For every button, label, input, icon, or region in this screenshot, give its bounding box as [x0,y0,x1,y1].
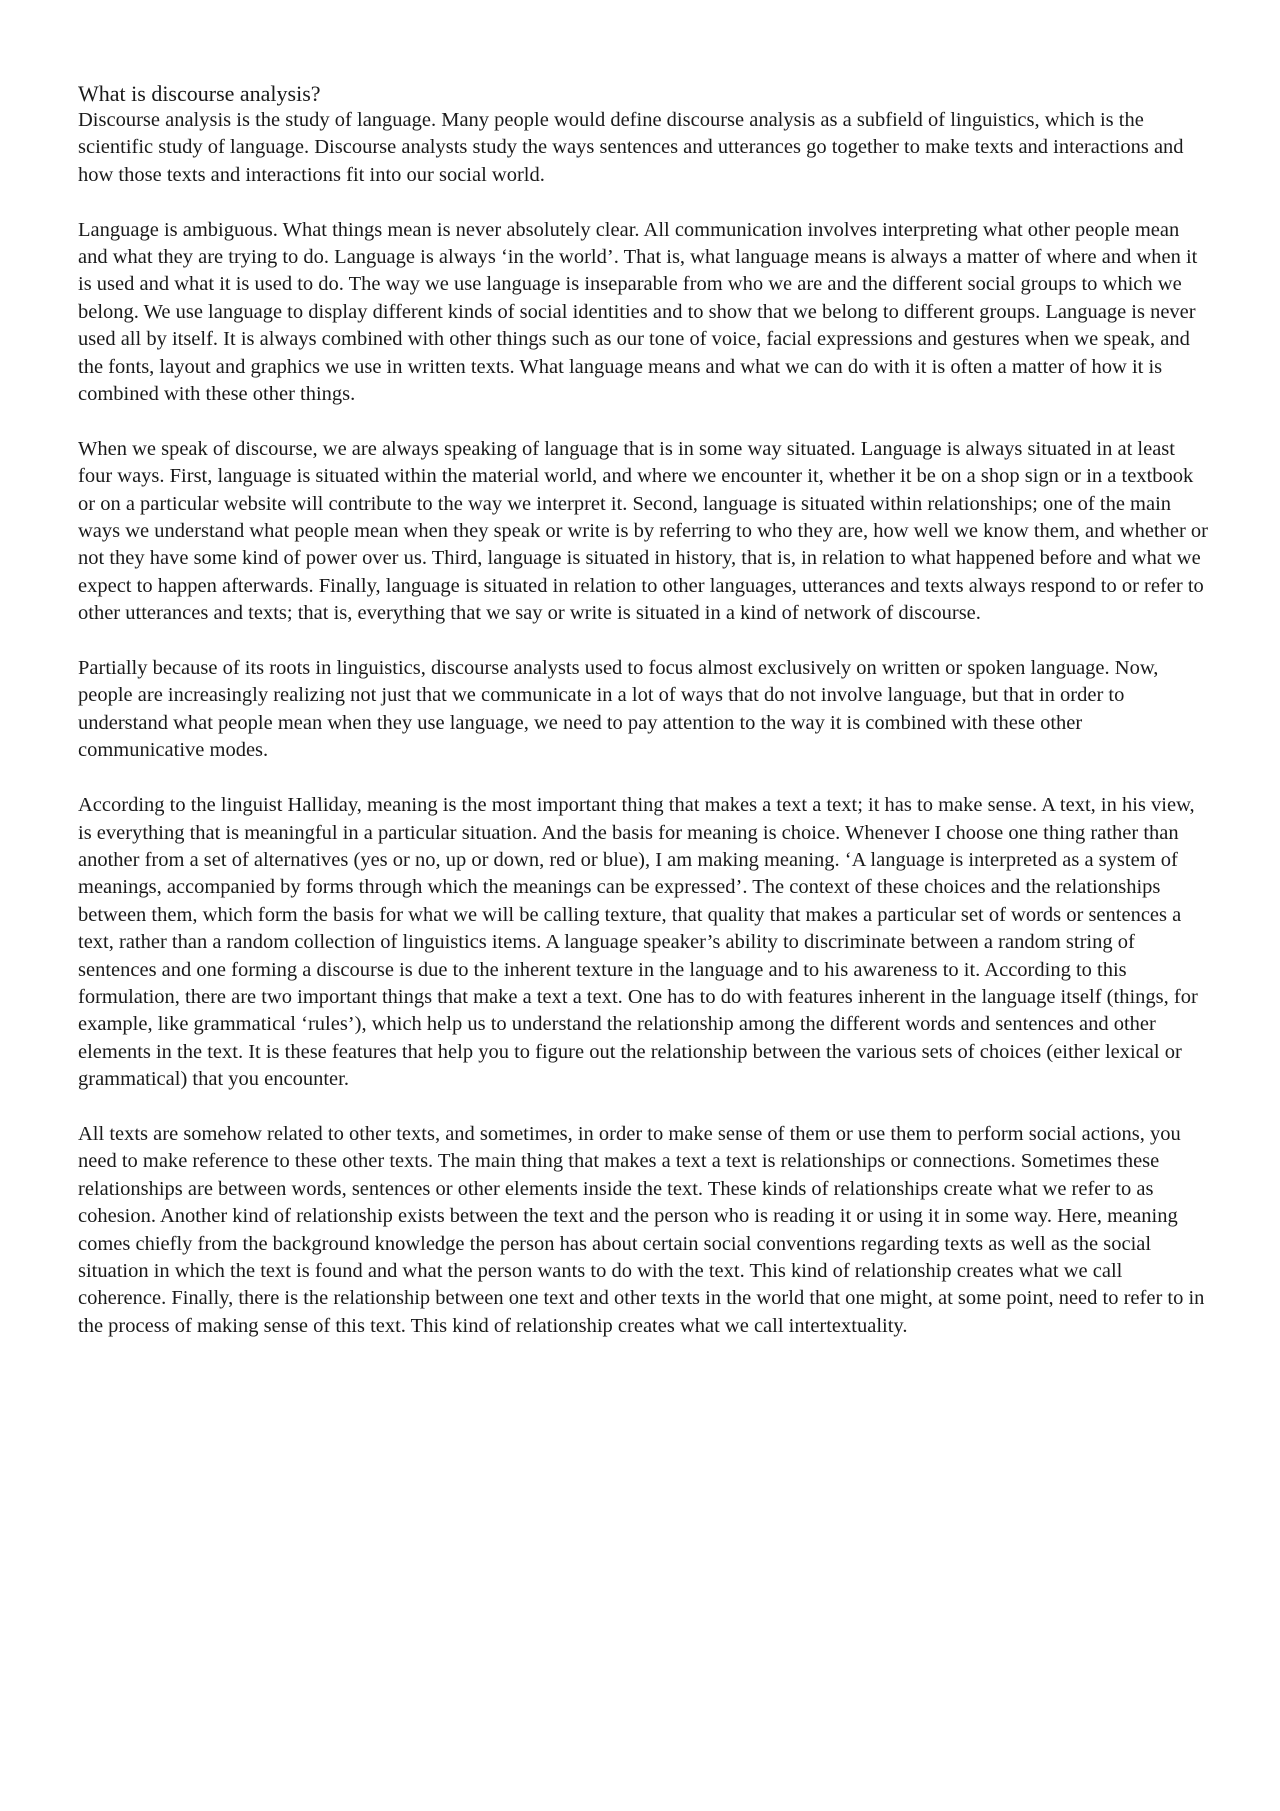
paragraph-halliday-meaning: According to the linguist Halliday, meaning is the most important thing that makes a text a text; it has to make sense. A text, in his view, is everything that is meaningful in a particular situation. And the basis for meaning is choice. Whenever I choose one thing rather than another from a set of alternatives (yes or no, up or down, red or blue), I am making meaning. ‘A language is interpreted as a system of meanings, accompanied by forms through which the meanings can be expressed’. The context of these choices and the relationships between them, which form the basis for what we will be calling texture, that quality that makes a particular set of words or sentences a text, rather than a random collection of linguistics items. A language speaker’s ability to discriminate between a random string of sentences and one forming a discourse is due to the inherent texture in the language and to his awareness to it. According to this formulation, there are two important things that make a text a text. One has to do with features inherent in the language itself (things, for example, like grammatical ‘rules’), which help us to understand the relationship among the different words and sentences and other elements in the text. It is these features that help you to figure out the relationship between the various sets of choices (either lexical or grammatical) that you encounter. [78,794,1198,1091]
paragraph-text-relationships: All texts are somehow related to other texts, and sometimes, in order to make sense of them or use them to perform social actions, you need to make reference to these other texts. The main thing that makes a text a text is relationships or connections. Sometimes these relationships are between words, sentences or other elements inside the text. These kinds of relationships create what we refer to as cohesion. Another kind of relationship exists between the text and the person who is reading it or using it in some way. Here, meaning comes chiefly from the background knowledge the person has about certain social conventions regarding texts as well as the social situation in which the text is found and what the person wants to do with the text. This kind of relationship creates what we call coherence. Finally, there is the relationship between one text and other texts in the world that one might, at some point, need to refer to in the process of making sense of this text. This kind of relationship creates what we call intertextuality. [78,1122,1205,1337]
paragraph-situated-language: When we speak of discourse, we are always speaking of language that is in some way situated. Language is always situated in at least four ways. First, language is situated within the material world, and where we encounter it, whether it be on a shop sign or in a textbook or on a particular website will contribute to the way we interpret it. Second, language is situated within relationships; one of the main ways we understand what people mean when they speak or write is by referring to who they are, how well we know them, and whether or not they have some kind of power over us. Third, language is situated in history, that is, in relation to what happened before and what we expect to happen afterwards. Finally, language is situated in relation to other languages, utterances and texts always respond to or refer to other utterances and texts; that is, everything that we say or write is situated in a kind of network of discourse. [78,437,1209,625]
paragraph-communicative-modes: Partially because of its roots in linguistics, discourse analysts used to focus almost exclusively on written or spoken language. Now, people are increasingly realizing not just that we communicate in a lot of ways that do not involve language, but that in order to understand what people mean when they use language, we need to pay attention to the way it is combined with these other communicative modes. [78,657,1159,762]
document-page [78,80,1208,1368]
paragraph-language-ambiguous: Language is ambiguous. What things mean is never absolutely clear. All communication involves interpreting what other people mean and what they are trying to do. Language is always ‘in the world’. That is, what language means is always a matter of where and when it is used and what it is used to do. The way we use language is inseparable from who we are and the different social groups to which we belong. We use language to display different kinds of social identities and to show that we belong to different groups. Language is never used all by itself. It is always combined with other things such as our tone of voice, facial expressions and gestures when we speak, and the fonts, layout and graphics we use in written texts. What language means and what we can do with it is often a matter of how it is combined with these other things. [78,218,1198,406]
document-title: What is discourse analysis? [78,81,321,106]
paragraph-discourse-definition: Discourse analysis is the study of language. Many people would define discourse analysis as a subfield of linguistics, which is the scientific study of language. Discourse analysts study the ways sentences and utterances go together to make texts and interactions and how those texts and interactions fit into our social world. [78,109,1184,186]
